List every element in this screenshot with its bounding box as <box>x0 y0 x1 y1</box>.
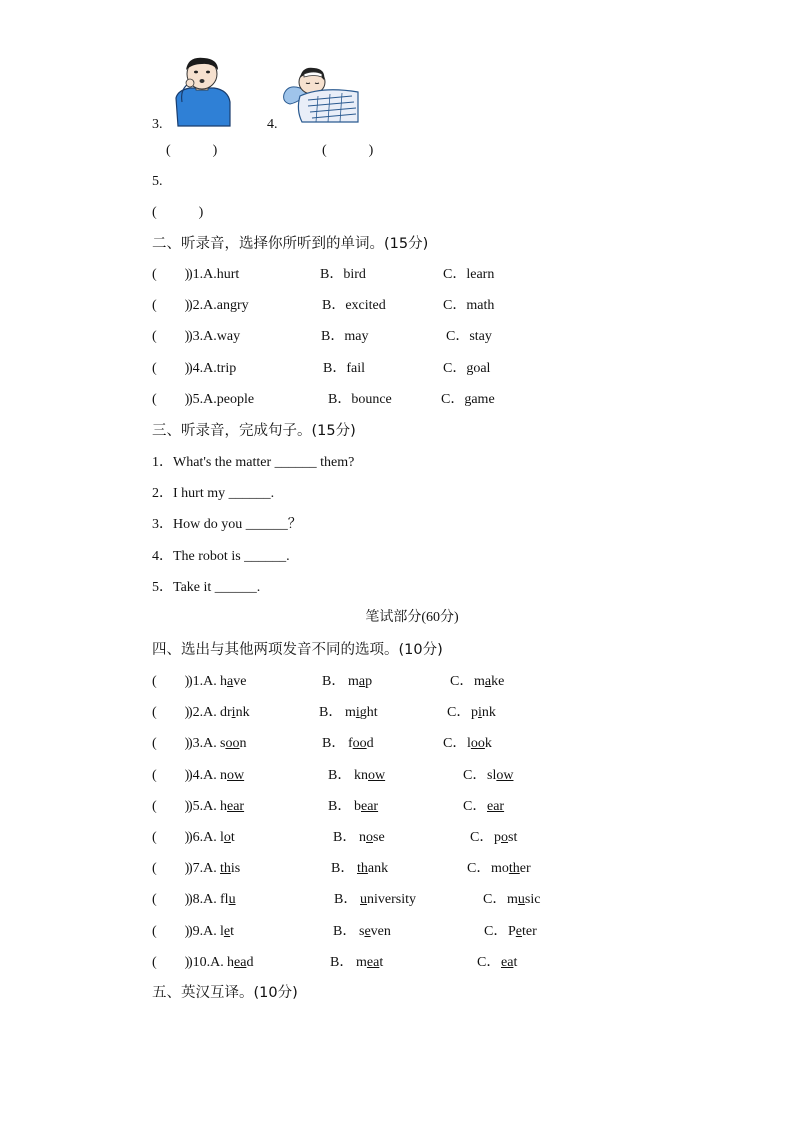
option-b-word <box>359 924 391 940</box>
word-part: m <box>474 674 485 689</box>
option-b-word <box>348 674 372 690</box>
underlined-letters: o <box>223 830 231 845</box>
answer-blank[interactable]: ( ) <box>152 391 190 407</box>
word-part: b <box>354 798 361 814</box>
option-a-word <box>220 892 236 908</box>
section-2-title: 二、听录音，选择你所听到的单词。(15分) <box>152 236 429 252</box>
word-part: m <box>345 705 356 721</box>
option-a: )5.A.people <box>188 391 255 407</box>
option-b: B．excited <box>322 298 386 314</box>
underlined-letters: ow <box>496 767 514 783</box>
underlined-letters: oo <box>470 736 485 752</box>
option-c-word <box>494 830 517 846</box>
answer-blank[interactable]: ( ) <box>152 360 190 376</box>
option-c-label: C． <box>463 767 487 783</box>
sentence-item: 2．I hurt my ______. <box>152 486 275 502</box>
written-part-title: 笔试部分(60分) <box>365 610 459 625</box>
word-part: nk <box>481 705 496 721</box>
word-part: t <box>230 923 234 939</box>
item-4-number: 4. <box>267 117 278 132</box>
word-part: ve <box>233 674 247 689</box>
option-c-word <box>507 892 540 908</box>
underlined-letters: a <box>484 674 492 689</box>
answer-blank[interactable]: ( ) <box>152 798 190 814</box>
question-number: )7.A. <box>188 861 217 877</box>
word-part: ght <box>359 705 378 721</box>
section-5-title: 五、英汉互译。(10分) <box>152 985 298 1001</box>
underlined-letters: i <box>231 705 236 721</box>
word-part: d <box>366 736 374 752</box>
option-b-label: B． <box>333 830 357 845</box>
word-part: m <box>348 674 359 689</box>
answer-blank[interactable]: ( ) <box>152 674 190 689</box>
question-number: )6.A. <box>188 830 217 845</box>
question-number: )1.A. <box>188 674 217 689</box>
word-part: kn <box>354 767 368 783</box>
word-part: t <box>513 954 518 970</box>
option-c-label: C． <box>443 736 467 752</box>
option-b-word <box>360 892 416 908</box>
underlined-letters: ear <box>361 798 379 814</box>
word-part: se <box>373 830 385 845</box>
option-b-word <box>348 736 374 752</box>
question-number: )10.A. <box>188 954 224 970</box>
answer-blank[interactable]: ( ) <box>152 830 190 845</box>
word-part: sic <box>524 892 541 908</box>
option-a: )4.A.trip <box>188 360 237 376</box>
answer-blank[interactable]: ( ) <box>152 705 190 721</box>
word-part: h <box>227 954 234 970</box>
option-b-label: B． <box>334 892 358 908</box>
question-number: )8.A. <box>188 892 217 908</box>
item-4-answer-blank[interactable]: ( ) <box>322 143 374 158</box>
answer-blank[interactable]: ( ) <box>152 736 190 752</box>
question-number: )5.A. <box>188 798 217 814</box>
answer-blank[interactable]: ( ) <box>152 329 190 345</box>
underlined-letters: e <box>515 923 523 939</box>
underlined-letters: o <box>366 830 373 845</box>
section-4-title: 四、选出与其他两项发音不同的选项。(10分) <box>152 642 443 658</box>
word-part: m <box>507 892 518 908</box>
word-part: n <box>220 767 227 783</box>
option-a-word <box>227 955 253 971</box>
word-part: l <box>467 736 471 752</box>
underlined-letters: th <box>357 861 368 877</box>
option-b-word <box>354 768 385 784</box>
sentence-item: 4．The robot is ______. <box>152 548 290 564</box>
option-c-word <box>487 799 504 815</box>
answer-blank[interactable]: ( ) <box>152 892 190 908</box>
word-part: niversity <box>367 892 416 908</box>
word-part: ter <box>522 923 537 939</box>
word-part: dr <box>220 705 232 721</box>
sick-in-bed-icon <box>282 62 360 126</box>
option-b-label: B． <box>333 923 357 939</box>
underlined-letters: ow <box>227 767 245 783</box>
option-a-word <box>220 861 240 877</box>
option-c: C．learn <box>443 267 495 282</box>
item-5-number: 5. <box>152 174 163 189</box>
word-part: h <box>220 674 227 689</box>
answer-blank[interactable]: ( ) <box>152 923 190 939</box>
option-a-word <box>220 674 246 690</box>
underlined-letters: i <box>478 705 482 721</box>
option-b-word <box>356 955 383 971</box>
option-b: B．bird <box>320 267 366 282</box>
underlined-letters: oo <box>225 736 240 752</box>
option-a: )2.A.angry <box>188 298 249 314</box>
underlined-letters: ea <box>501 954 514 970</box>
option-c-word <box>474 674 504 690</box>
underlined-letters: u <box>360 892 367 908</box>
word-part: l <box>220 923 224 939</box>
answer-blank[interactable]: ( ) <box>152 267 190 282</box>
option-c: C．goal <box>443 360 491 376</box>
item-5-answer-blank[interactable]: ( ) <box>152 205 204 220</box>
sentence-item: 1．What's the matter ______ them? <box>152 455 355 470</box>
word-part: is <box>230 861 241 877</box>
underlined-letters: ow <box>368 767 386 783</box>
option-c-word <box>491 861 531 877</box>
question-number: )2.A. <box>188 705 217 721</box>
word-part: ke <box>491 674 505 689</box>
underlined-letters: e <box>223 923 231 939</box>
item-3-answer-blank[interactable]: ( ) <box>166 143 218 158</box>
option-b-label: B． <box>330 954 354 970</box>
option-b-label: B． <box>331 861 355 877</box>
word-part: s <box>359 923 365 939</box>
word-part: d <box>246 954 254 970</box>
underlined-letters: a <box>227 674 234 689</box>
option-c-word <box>487 768 513 784</box>
question-number: )4.A. <box>188 767 217 783</box>
underlined-letters: e <box>364 923 371 939</box>
option-a-word <box>220 705 250 721</box>
underlined-letters: u <box>517 892 525 908</box>
word-part: P <box>508 923 516 939</box>
option-b-label: B． <box>319 705 343 721</box>
option-c-label: C． <box>467 861 491 877</box>
option-a-word <box>220 768 244 784</box>
word-part: h <box>220 798 227 814</box>
word-part: p <box>365 674 373 689</box>
option-b-label: B． <box>322 736 346 752</box>
option-c-word <box>508 924 537 940</box>
answer-blank[interactable]: ( ) <box>152 298 190 314</box>
option-a: )1.A.hurt <box>188 267 240 282</box>
option-b-label: B． <box>328 767 352 783</box>
option-c-label: C． <box>450 674 474 689</box>
question-number: )3.A. <box>188 736 217 752</box>
option-b: B．bounce <box>328 391 392 407</box>
word-part: f <box>348 736 353 752</box>
coughing-boy-icon <box>168 54 238 130</box>
section-3-title: 三、听录音，完成句子。(15分) <box>152 423 356 439</box>
underlined-letters: i <box>355 705 360 721</box>
word-part: mo <box>491 861 509 877</box>
word-part: st <box>508 830 518 845</box>
option-c: C．stay <box>446 329 492 345</box>
answer-blank[interactable]: ( ) <box>152 861 190 877</box>
word-part: n <box>359 830 366 845</box>
word-part: nk <box>235 705 250 721</box>
option-b-word <box>357 861 388 877</box>
option-c-label: C． <box>477 954 501 970</box>
option-a-word <box>220 799 244 815</box>
option-a-word <box>220 736 246 752</box>
option-b-label: B． <box>322 674 346 689</box>
word-part: p <box>471 705 478 721</box>
word-part: p <box>494 830 501 845</box>
option-b-label: B． <box>328 798 352 814</box>
option-c-word <box>501 955 517 971</box>
word-part: t <box>230 830 235 845</box>
answer-blank[interactable]: ( ) <box>152 767 190 783</box>
option-b: B．fail <box>323 360 365 376</box>
answer-blank[interactable]: ( ) <box>152 954 190 970</box>
question-number: )9.A. <box>188 923 217 939</box>
option-b-word <box>345 705 378 721</box>
option-c-word <box>467 736 492 752</box>
word-part: sl <box>487 767 497 783</box>
underlined-letters: ear <box>227 798 245 814</box>
option-c-label: C． <box>447 705 471 721</box>
word-part: t <box>379 954 384 970</box>
underlined-letters: oo <box>352 736 367 752</box>
underlined-letters: ear <box>487 798 505 814</box>
word-part: s <box>220 736 226 752</box>
option-c: C．game <box>441 391 495 407</box>
option-c-label: C． <box>470 830 494 845</box>
option-a-word <box>220 924 234 940</box>
word-part: l <box>220 830 224 845</box>
underlined-letters: ea <box>366 954 380 970</box>
option-b-word <box>354 799 378 815</box>
word-part: m <box>356 954 367 970</box>
word-part: er <box>519 861 531 877</box>
sentence-item: 5．Take it ______. <box>152 579 261 595</box>
word-part: n <box>239 736 247 752</box>
underlined-letters: o <box>501 830 508 845</box>
word-part: fl <box>220 892 229 908</box>
underlined-letters: u <box>228 892 236 908</box>
option-c-word <box>471 705 496 721</box>
option-a: )3.A.way <box>188 329 241 345</box>
option-a-word <box>220 830 235 846</box>
word-part: ven <box>370 923 391 939</box>
option-b: B．may <box>321 329 369 345</box>
word-part: k <box>484 736 492 752</box>
item-3-number: 3. <box>152 117 163 132</box>
option-c: C．math <box>443 298 495 314</box>
underlined-letters: th <box>508 861 520 877</box>
underlined-letters: a <box>358 674 366 689</box>
option-c-label: C． <box>463 798 487 814</box>
option-c-label: C． <box>484 923 508 939</box>
option-b-word <box>359 830 385 846</box>
underlined-letters: th <box>220 861 231 877</box>
option-c-label: C． <box>483 892 507 908</box>
word-part: ank <box>367 861 389 877</box>
underlined-letters: ea <box>234 954 247 970</box>
sentence-item: 3．How do you ______？ <box>152 517 302 533</box>
